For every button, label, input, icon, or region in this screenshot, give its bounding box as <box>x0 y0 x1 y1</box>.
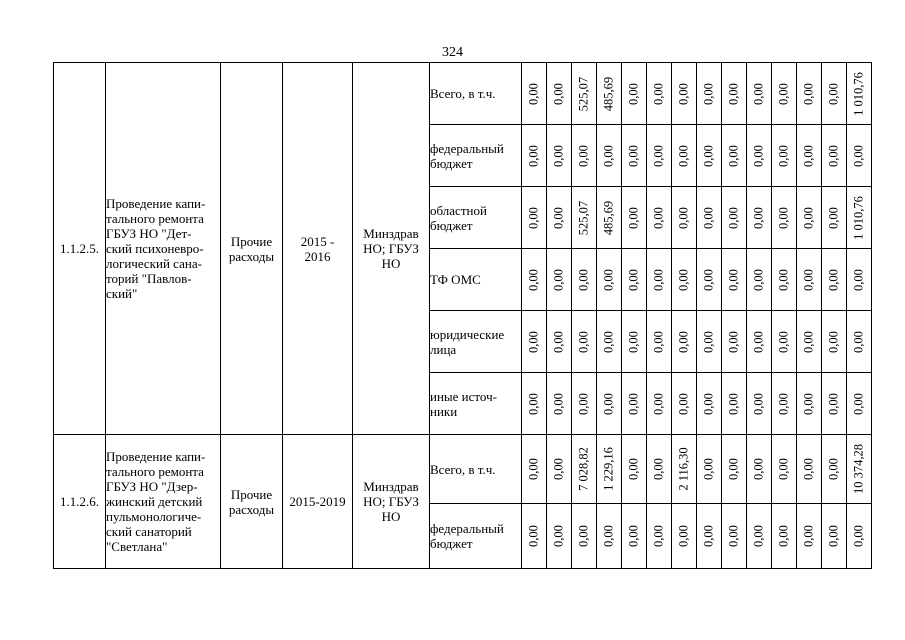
item-name: Проведение капи- тального ремонта ГБУЗ НО "Дет- ский психоневро- логический сана- торий "Павлов- ский" <box>106 63 221 435</box>
value-text: 0,00 <box>801 392 816 415</box>
value-cell <box>572 373 597 435</box>
value-cell <box>772 311 797 373</box>
value-text: 0,00 <box>626 82 641 105</box>
value-text: 0,00 <box>601 330 616 353</box>
value-text: 0,00 <box>751 82 766 105</box>
value-cell <box>722 435 747 504</box>
value-cell <box>697 63 722 125</box>
value-cell <box>722 125 747 187</box>
value-cell <box>847 373 872 435</box>
value-text: 0,00 <box>651 525 666 547</box>
value-text: 0,00 <box>701 458 716 480</box>
value-text: 0,00 <box>826 525 841 547</box>
value-text: 0,00 <box>751 392 766 415</box>
value-cell <box>672 435 697 504</box>
value-text: 0,00 <box>701 330 716 353</box>
value-cell <box>622 187 647 249</box>
value-text: 0,00 <box>551 82 566 105</box>
expense-type: Прочие расходы <box>221 63 283 435</box>
value-cell <box>747 504 772 569</box>
funding-source: ТФ ОМС <box>430 249 522 311</box>
value-cell <box>572 249 597 311</box>
value-cell <box>697 435 722 504</box>
value-cell <box>772 435 797 504</box>
value-cell <box>547 373 572 435</box>
value-text: 0,00 <box>676 330 691 353</box>
value-text: 0,00 <box>726 206 741 229</box>
value-cell <box>672 249 697 311</box>
value-cell <box>672 187 697 249</box>
value-cell <box>772 63 797 125</box>
value-text: 0,00 <box>651 458 666 480</box>
value-cell <box>772 373 797 435</box>
value-text: 0,00 <box>526 458 541 480</box>
value-text: 0,00 <box>776 82 791 105</box>
value-cell <box>847 504 872 569</box>
value-cell <box>622 63 647 125</box>
value-text: 0,00 <box>526 144 541 167</box>
expense-type: Прочие расходы <box>221 435 283 569</box>
value-cell <box>647 63 672 125</box>
value-text: 0,00 <box>551 525 566 547</box>
value-text: 0,00 <box>701 144 716 167</box>
value-text: 485,69 <box>601 200 616 235</box>
value-text: 0,00 <box>826 268 841 291</box>
value-cell <box>847 125 872 187</box>
value-cell <box>572 125 597 187</box>
value-cell <box>672 125 697 187</box>
value-text: 0,00 <box>576 144 591 167</box>
value-cell <box>847 249 872 311</box>
value-cell <box>622 311 647 373</box>
value-cell <box>647 504 672 569</box>
value-text: 0,00 <box>701 206 716 229</box>
value-text: 10 374,28 <box>851 444 866 494</box>
value-text: 0,00 <box>851 330 866 353</box>
value-text: 0,00 <box>551 392 566 415</box>
budget-table <box>53 62 872 569</box>
value-cell <box>622 435 647 504</box>
value-text: 0,00 <box>801 144 816 167</box>
value-cell <box>597 125 622 187</box>
value-cell <box>672 373 697 435</box>
value-text: 0,00 <box>651 268 666 291</box>
value-text: 0,00 <box>601 268 616 291</box>
value-cell <box>847 63 872 125</box>
value-text: 0,00 <box>801 525 816 547</box>
value-cell <box>722 249 747 311</box>
value-cell <box>722 311 747 373</box>
value-text: 0,00 <box>551 144 566 167</box>
page-number: 324 <box>442 45 463 60</box>
value-text: 0,00 <box>651 330 666 353</box>
value-cell <box>647 311 672 373</box>
value-text: 0,00 <box>701 392 716 415</box>
value-cell <box>747 125 772 187</box>
value-cell <box>547 125 572 187</box>
value-text: 2 116,30 <box>676 447 691 491</box>
value-cell <box>822 435 847 504</box>
period: 2015 - 2016 <box>283 63 353 435</box>
value-text: 0,00 <box>551 330 566 353</box>
value-cell <box>847 311 872 373</box>
value-text: 0,00 <box>776 458 791 480</box>
value-text: 0,00 <box>801 268 816 291</box>
value-cell <box>572 435 597 504</box>
value-cell <box>797 187 822 249</box>
value-cell <box>822 187 847 249</box>
value-cell <box>522 249 547 311</box>
value-text: 0,00 <box>826 144 841 167</box>
value-cell <box>797 311 822 373</box>
value-cell <box>547 504 572 569</box>
value-text: 0,00 <box>801 458 816 480</box>
value-cell <box>822 311 847 373</box>
value-cell <box>722 187 747 249</box>
funding-source: Всего, в т.ч. <box>430 435 522 504</box>
value-text: 7 028,82 <box>576 447 591 491</box>
value-text: 0,00 <box>826 458 841 480</box>
funding-source: юридические лица <box>430 311 522 373</box>
value-text: 0,00 <box>826 206 841 229</box>
value-cell <box>522 504 547 569</box>
value-text: 525,07 <box>576 76 591 111</box>
value-text: 0,00 <box>751 268 766 291</box>
value-cell <box>722 504 747 569</box>
value-cell <box>622 249 647 311</box>
executor: Минздрав НО; ГБУЗ НО <box>353 63 430 435</box>
value-text: 0,00 <box>551 458 566 480</box>
value-text: 0,00 <box>676 206 691 229</box>
value-text: 0,00 <box>701 525 716 547</box>
value-text: 0,00 <box>701 268 716 291</box>
value-cell <box>522 435 547 504</box>
value-cell <box>522 311 547 373</box>
value-text: 0,00 <box>826 330 841 353</box>
value-text: 0,00 <box>801 206 816 229</box>
value-text: 1 229,16 <box>601 447 616 491</box>
value-cell <box>747 311 772 373</box>
value-cell <box>572 187 597 249</box>
item-name: Проведение капи- тального ремонта ГБУЗ НО "Дзер- жинский детский пульмонологиче- ский санаторий "Светлана" <box>106 435 221 569</box>
value-cell <box>747 187 772 249</box>
value-text: 0,00 <box>626 144 641 167</box>
value-text: 0,00 <box>626 268 641 291</box>
value-text: 0,00 <box>526 392 541 415</box>
value-cell <box>772 249 797 311</box>
value-cell <box>822 504 847 569</box>
value-text: 485,69 <box>601 76 616 111</box>
value-text: 0,00 <box>626 525 641 547</box>
value-text: 0,00 <box>826 82 841 105</box>
value-cell <box>772 504 797 569</box>
value-text: 0,00 <box>751 206 766 229</box>
value-text: 0,00 <box>626 392 641 415</box>
value-cell <box>822 373 847 435</box>
value-cell <box>772 187 797 249</box>
value-cell <box>597 435 622 504</box>
value-cell <box>722 63 747 125</box>
value-text: 0,00 <box>776 268 791 291</box>
value-cell <box>522 63 547 125</box>
value-text: 0,00 <box>576 525 591 547</box>
value-text: 0,00 <box>626 206 641 229</box>
value-text: 0,00 <box>676 525 691 547</box>
value-text: 1 010,76 <box>851 195 866 240</box>
value-text: 0,00 <box>626 330 641 353</box>
value-text: 0,00 <box>751 330 766 353</box>
value-cell <box>647 125 672 187</box>
value-cell <box>572 63 597 125</box>
value-cell <box>722 373 747 435</box>
value-text: 0,00 <box>701 82 716 105</box>
value-text: 1 010,76 <box>851 71 866 116</box>
funding-source: Всего, в т.ч. <box>430 63 522 125</box>
value-cell <box>647 187 672 249</box>
value-text: 0,00 <box>551 268 566 291</box>
value-cell <box>822 125 847 187</box>
value-text: 0,00 <box>676 144 691 167</box>
value-text: 0,00 <box>851 268 866 291</box>
value-text: 0,00 <box>651 82 666 105</box>
funding-source: федеральный бюджет <box>430 504 522 569</box>
value-text: 0,00 <box>726 458 741 480</box>
value-cell <box>622 125 647 187</box>
value-text: 0,00 <box>851 144 866 167</box>
value-cell <box>522 125 547 187</box>
value-text: 0,00 <box>751 525 766 547</box>
value-cell <box>797 504 822 569</box>
value-cell <box>547 249 572 311</box>
value-cell <box>522 187 547 249</box>
value-text: 0,00 <box>726 330 741 353</box>
value-cell <box>547 311 572 373</box>
value-text: 0,00 <box>676 392 691 415</box>
value-cell <box>747 63 772 125</box>
funding-source: областной бюджет <box>430 187 522 249</box>
value-text: 0,00 <box>676 268 691 291</box>
value-cell <box>647 249 672 311</box>
executor: Минздрав НО; ГБУЗ НО <box>353 435 430 569</box>
value-cell <box>847 435 872 504</box>
period: 2015-2019 <box>283 435 353 569</box>
value-cell <box>697 125 722 187</box>
value-text: 0,00 <box>851 392 866 415</box>
value-text: 0,00 <box>526 82 541 105</box>
value-cell <box>522 373 547 435</box>
value-text: 0,00 <box>826 392 841 415</box>
value-text: 0,00 <box>726 392 741 415</box>
value-cell <box>622 373 647 435</box>
value-text: 0,00 <box>776 206 791 229</box>
value-cell <box>597 63 622 125</box>
funding-source: иные источ- ники <box>430 373 522 435</box>
value-text: 0,00 <box>651 392 666 415</box>
value-cell <box>672 504 697 569</box>
value-text: 0,00 <box>576 392 591 415</box>
value-text: 0,00 <box>651 206 666 229</box>
value-text: 0,00 <box>576 330 591 353</box>
value-cell <box>672 63 697 125</box>
funding-source: федеральный бюджет <box>430 125 522 187</box>
value-cell <box>597 311 622 373</box>
table-row <box>54 63 872 125</box>
value-text: 0,00 <box>801 82 816 105</box>
value-text: 0,00 <box>601 392 616 415</box>
value-cell <box>797 373 822 435</box>
value-text: 0,00 <box>526 268 541 291</box>
value-text: 0,00 <box>726 144 741 167</box>
value-text: 0,00 <box>551 206 566 229</box>
value-text: 0,00 <box>726 268 741 291</box>
value-cell <box>797 63 822 125</box>
value-cell <box>572 504 597 569</box>
value-text: 0,00 <box>726 82 741 105</box>
value-cell <box>747 435 772 504</box>
value-text: 0,00 <box>801 330 816 353</box>
value-cell <box>797 435 822 504</box>
value-text: 0,00 <box>526 525 541 547</box>
value-text: 0,00 <box>626 458 641 480</box>
value-text: 0,00 <box>576 268 591 291</box>
value-text: 0,00 <box>676 82 691 105</box>
value-cell <box>597 504 622 569</box>
value-text: 0,00 <box>601 144 616 167</box>
value-text: 0,00 <box>601 525 616 547</box>
value-cell <box>672 311 697 373</box>
value-cell <box>697 373 722 435</box>
value-cell <box>747 373 772 435</box>
value-text: 0,00 <box>851 525 866 547</box>
value-cell <box>747 249 772 311</box>
value-cell <box>822 63 847 125</box>
value-cell <box>822 249 847 311</box>
value-text: 0,00 <box>751 144 766 167</box>
value-cell <box>547 435 572 504</box>
value-text: 0,00 <box>776 144 791 167</box>
value-text: 0,00 <box>526 206 541 229</box>
value-cell <box>647 373 672 435</box>
value-cell <box>597 249 622 311</box>
value-text: 525,07 <box>576 200 591 235</box>
value-cell <box>772 125 797 187</box>
value-cell <box>697 311 722 373</box>
value-cell <box>547 187 572 249</box>
value-cell <box>797 125 822 187</box>
value-text: 0,00 <box>776 392 791 415</box>
value-cell <box>847 187 872 249</box>
item-code: 1.1.2.6. <box>54 435 106 569</box>
value-cell <box>697 249 722 311</box>
value-cell <box>572 311 597 373</box>
value-text: 0,00 <box>776 330 791 353</box>
value-cell <box>622 504 647 569</box>
value-text: 0,00 <box>751 458 766 480</box>
value-cell <box>547 63 572 125</box>
value-cell <box>597 187 622 249</box>
value-cell <box>797 249 822 311</box>
value-text: 0,00 <box>651 144 666 167</box>
table-row <box>54 435 872 504</box>
value-text: 0,00 <box>726 525 741 547</box>
value-cell <box>697 187 722 249</box>
value-cell <box>647 435 672 504</box>
value-text: 0,00 <box>526 330 541 353</box>
value-text: 0,00 <box>776 525 791 547</box>
value-cell <box>697 504 722 569</box>
value-cell <box>597 373 622 435</box>
item-code: 1.1.2.5. <box>54 63 106 435</box>
